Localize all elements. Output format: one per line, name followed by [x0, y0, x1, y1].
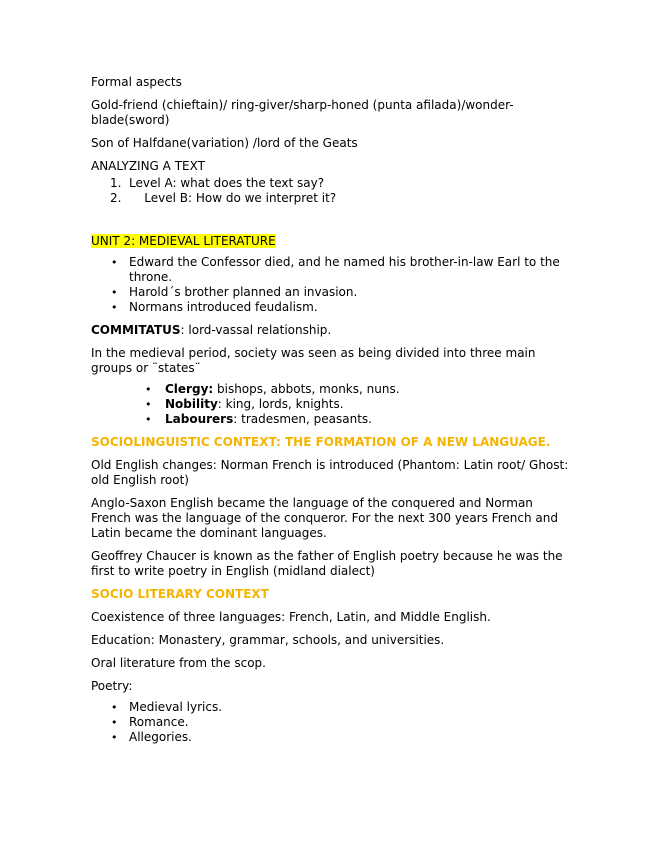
- poetry-list: [91, 700, 571, 745]
- list-item: • Clergy: bishops, abbots, monks, nuns.: [145, 382, 400, 396]
- medieval-period-line: In the medieval period, society was seen as being divided into three main groups or ¨states¨: [91, 346, 536, 375]
- document-page: [91, 75, 571, 753]
- socio-literary-heading: SOCIO LITERARY CONTEXT: [91, 587, 269, 601]
- list-item: • Edward the Confessor died, and he named his brother-in-law Earl to the throne.: [111, 255, 560, 284]
- list-item: • Romance.: [111, 715, 189, 729]
- commitatus-line: COMMITATUS: lord-vassal relationship.: [91, 323, 332, 337]
- old-english-line: Old English changes: Norman French is introduced (Phantom: Latin root/ Ghost: old English root): [91, 458, 569, 487]
- list-item: 1. Level A: what does the text say?: [110, 176, 325, 190]
- oral-line: Oral literature from the scop.: [91, 656, 266, 670]
- coexistence-line: Coexistence of three languages: French, Latin, and Middle English.: [91, 610, 491, 624]
- list-item: • Nobility: king, lords, knights.: [145, 397, 344, 411]
- sociolinguistic-heading: SOCIOLINGUISTIC CONTEXT: THE FORMATION OF A NEW LANGUAGE.: [91, 435, 551, 449]
- analyzing-heading: ANALYZING A TEXT: [91, 159, 205, 173]
- anglo-saxon-paragraph: Anglo-Saxon English became the language of the conquered and Norman French was the language of the conqueror. For the next 300 years French and Latin became the dominant languages.: [91, 496, 558, 540]
- states-list: [91, 382, 571, 427]
- formal-aspects: Formal aspects: [91, 75, 182, 89]
- list-item: • Harold´s brother planned an invasion.: [111, 285, 358, 299]
- chaucer-paragraph: Geoffrey Chaucer is known as the father of English poetry because he was the first to write poetry in English (midland dialect): [91, 549, 563, 578]
- list-item: • Labourers: tradesmen, peasants.: [145, 412, 372, 426]
- poetry-label: Poetry:: [91, 679, 133, 693]
- gold-friend-line: Gold-friend (chieftain)/ ring-giver/sharp-honed (punta afilada)/wonder-blade(sword): [91, 98, 514, 127]
- unit2-title: UNIT 2: MEDIEVAL LITERATURE: [91, 234, 276, 248]
- son-of-line: Son of Halfdane(variation) /lord of the Geats: [91, 136, 358, 150]
- list-item: • Medieval lyrics.: [111, 700, 223, 714]
- list-item: • Allegories.: [111, 730, 192, 744]
- list-item: • Normans introduced feudalism.: [111, 300, 318, 314]
- levels-list: [91, 176, 571, 206]
- education-line: Education: Monastery, grammar, schools, and universities.: [91, 633, 445, 647]
- unit2-bullets: [91, 255, 571, 315]
- list-item: 2. Level B: How do we interpret it?: [110, 191, 337, 205]
